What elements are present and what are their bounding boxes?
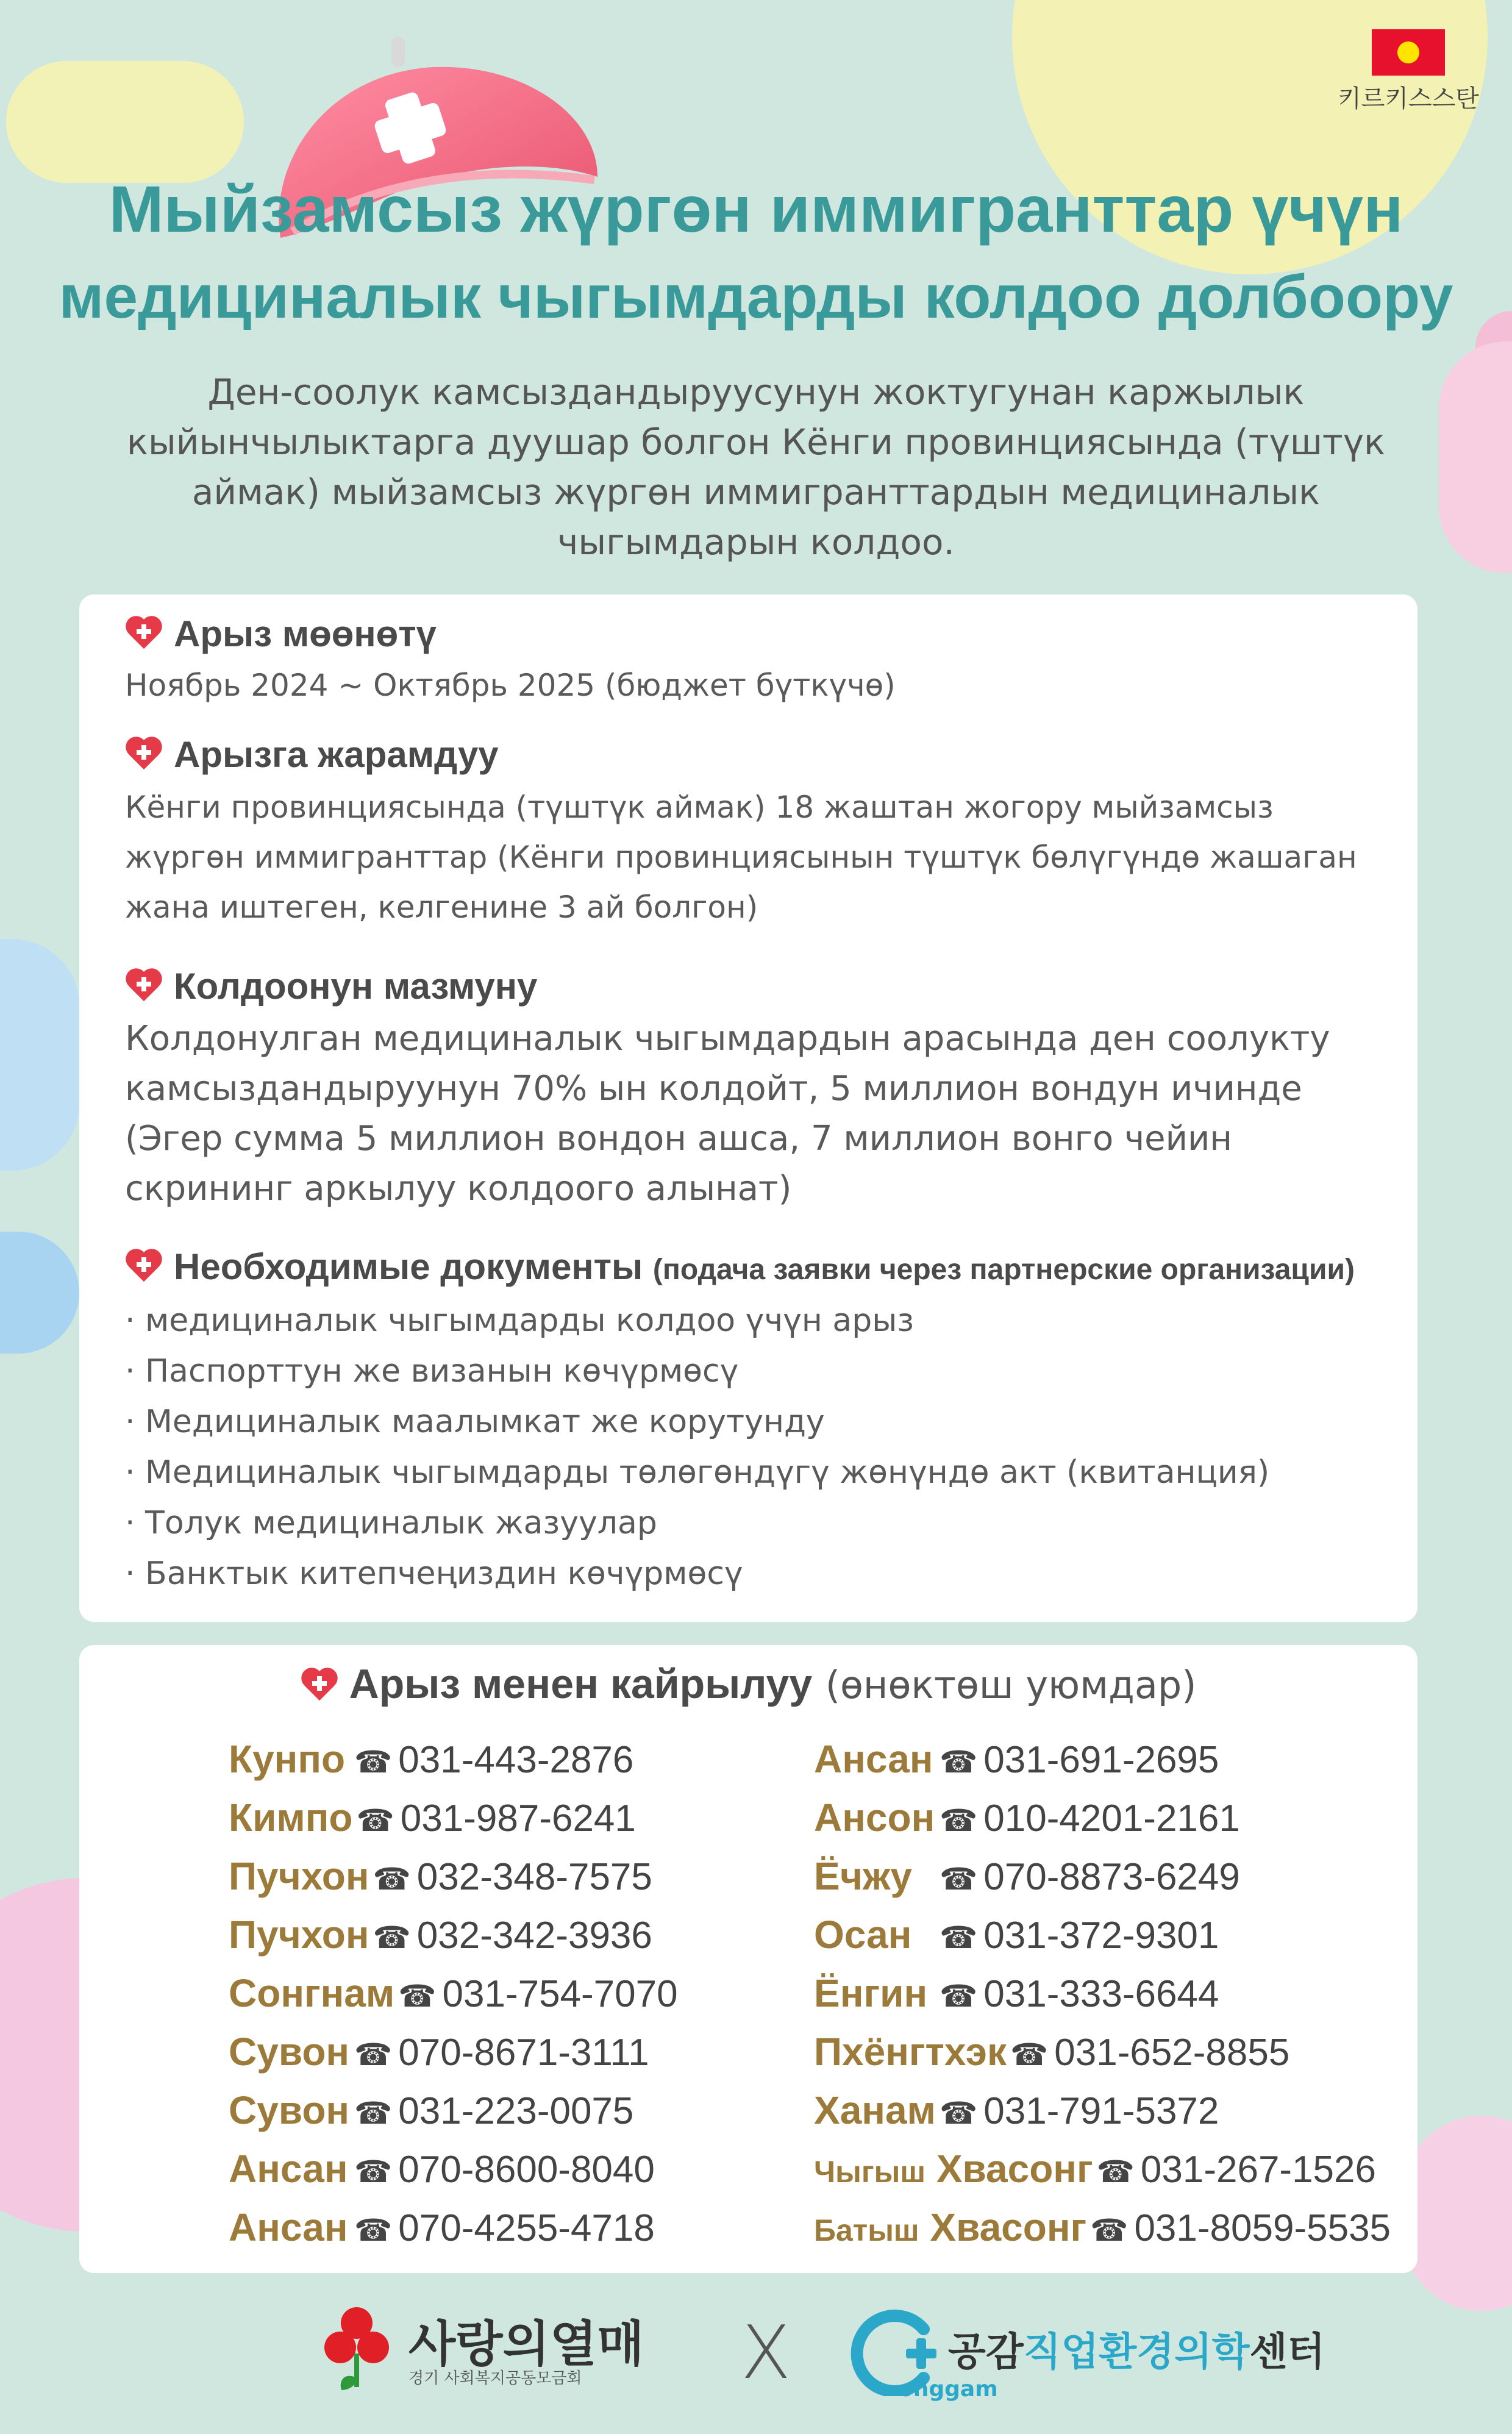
period-title: Арыз мөөнөтү xyxy=(174,613,437,654)
phone-icon: ☎ xyxy=(354,2154,393,2190)
decor-pink-pill-right xyxy=(1439,341,1512,573)
contact-city: Ханам xyxy=(814,2088,936,2132)
contact-phone[interactable]: 032-342-3936 xyxy=(416,1915,652,1957)
period-heading xyxy=(125,613,437,655)
contact-row xyxy=(814,1971,1391,2029)
contact-city xyxy=(814,2146,1093,2191)
contact-city: Сувон xyxy=(229,2088,350,2132)
contact-row xyxy=(229,1795,678,1854)
decor-blue-pill-left-2 xyxy=(0,1232,79,1354)
collaboration-separator: X xyxy=(741,2311,791,2396)
contact-city-prefix: Чыгыш xyxy=(814,2155,926,2189)
phone-icon: ☎ xyxy=(1096,2154,1135,2190)
list-item: · Паспорттун же визанын көчүрмөсү xyxy=(125,1353,739,1390)
contact-phone[interactable]: 031-443-2876 xyxy=(398,1739,634,1781)
contacts-subtitle: (өнөктөш уюмдар) xyxy=(825,1663,1197,1707)
contacts-heading xyxy=(79,1660,1417,1708)
contact-city: Ёчжу xyxy=(814,1854,912,1898)
phone-icon: ☎ xyxy=(354,2096,393,2131)
contact-city-name: Хвасонг xyxy=(936,2147,1093,2191)
contact-phone[interactable]: 031-791-5372 xyxy=(983,2090,1219,2132)
contact-city: Ёнгин xyxy=(814,1971,928,2015)
logo-a-name: 사랑의열매 xyxy=(408,2316,644,2372)
contact-row xyxy=(229,1854,678,1912)
contact-phone[interactable]: 031-8059-5535 xyxy=(1134,2207,1391,2249)
contact-city: Сувон xyxy=(229,2030,350,2074)
contact-row xyxy=(229,2205,678,2263)
contact-row xyxy=(229,2029,678,2088)
page-title-line-2: медициналык чыгымдарды колдоо долбоору xyxy=(59,263,1453,331)
logo-b-name-part: 공감 xyxy=(948,2330,1024,2375)
contact-city: Сонгнам xyxy=(229,1971,395,2015)
list-item: · Медициналык маалымкат же корутунду xyxy=(125,1404,825,1440)
contact-city: Пхёнгтхэк xyxy=(814,2030,1007,2074)
decor-pink-pill-bottom-right xyxy=(1402,2116,1512,2311)
heart-plus-icon xyxy=(125,738,163,771)
phone-icon: ☎ xyxy=(373,1920,411,1955)
contact-row xyxy=(814,2205,1391,2263)
contact-row xyxy=(229,1971,678,2029)
list-item: · Банктык китепчеңиздин көчүрмөсү xyxy=(125,1555,743,1592)
phone-icon: ☎ xyxy=(940,1979,978,2014)
contact-row xyxy=(814,1736,1391,1795)
contact-city: Кунпо xyxy=(229,1737,346,1781)
contact-phone[interactable]: 070-8671-3111 xyxy=(398,2032,649,2074)
eligibility-text: Кёнги провинциясында (түштүк аймак) 18 жаштан жогору мыйзамсыз жүргөн иммигранттар (Кёнги провинциясынын түштүк бөлүгүндө жашаган жана иштеген, келгенине 3 ай болгон) xyxy=(125,790,1357,925)
contacts-column-left xyxy=(229,1736,678,2263)
heart-plus-icon xyxy=(125,617,163,650)
contact-city: Ансан xyxy=(229,2147,348,2191)
contact-row xyxy=(229,2088,678,2146)
phone-icon: ☎ xyxy=(356,1803,394,1838)
heart-plus-icon xyxy=(301,1669,338,1702)
contact-row xyxy=(229,1912,678,1971)
footer-logos xyxy=(0,2293,1512,2414)
contact-row xyxy=(814,1854,1391,1912)
phone-icon: ☎ xyxy=(940,1744,978,1780)
contact-row xyxy=(229,1736,678,1795)
logo-b-subtitle: onggam xyxy=(898,2377,998,2402)
contacts-title: Арыз менен кайрылуу xyxy=(349,1661,813,1707)
phone-icon: ☎ xyxy=(940,1920,978,1955)
logo-gonggam-center xyxy=(850,2305,1325,2402)
contact-phone[interactable]: 031-691-2695 xyxy=(983,1739,1219,1781)
contact-row xyxy=(229,2146,678,2205)
phone-icon: ☎ xyxy=(1010,2037,1049,2072)
phone-icon: ☎ xyxy=(354,1744,393,1780)
contact-row xyxy=(814,2088,1391,2146)
contact-phone[interactable]: 070-8873-6249 xyxy=(983,1856,1240,1898)
phone-icon: ☎ xyxy=(940,2096,978,2131)
documents-note: (подача заявки через партнерские организации) xyxy=(652,1254,1355,1286)
documents-heading xyxy=(125,1246,1355,1288)
phone-icon: ☎ xyxy=(398,1979,437,2014)
period-text: Ноябрь 2024 ~ Октябрь 2025 (бюджет бүткүчө) xyxy=(125,668,896,703)
phone-icon: ☎ xyxy=(940,1803,978,1838)
logo-community-chest xyxy=(323,2305,689,2396)
support-title: Колдоонун мазмуну xyxy=(174,966,538,1007)
contact-city: Кимпо xyxy=(229,1796,353,1840)
contact-city: Осан xyxy=(814,1913,912,1957)
heart-plus-icon xyxy=(125,969,163,1002)
contact-phone[interactable]: 031-372-9301 xyxy=(983,1915,1219,1957)
contact-city: Ансон xyxy=(814,1796,935,1840)
contact-phone[interactable]: 010-4201-2161 xyxy=(983,1797,1240,1840)
heart-plus-icon xyxy=(125,1250,163,1283)
documents-list xyxy=(125,1296,1269,1599)
list-item: · Толук медициналык жазуулар xyxy=(125,1505,657,1541)
list-item: · Медициналык чыгымдарды төлөгөндүгү жөнүндө акт (квитанция) xyxy=(125,1454,1270,1491)
logo-b-name-part: 센터 xyxy=(1249,2330,1325,2375)
contact-phone[interactable]: 070-8600-8040 xyxy=(398,2149,655,2191)
logo-a-subtitle: 경기 사회복지공동모금회 xyxy=(408,2369,582,2388)
phone-icon: ☎ xyxy=(354,2037,393,2072)
logo-b-name-part: 직업환경의학 xyxy=(1023,2330,1250,2375)
phone-icon: ☎ xyxy=(940,1861,978,1897)
flag-label: 키르키스스탄 xyxy=(1338,85,1479,113)
contact-phone[interactable]: 031-754-7070 xyxy=(442,1973,678,2015)
page-title-line-1: Мыйзамсыз жүргөн иммигранттар үчүн xyxy=(109,172,1403,246)
logo-b-name xyxy=(948,2321,1325,2377)
contact-phone[interactable]: 031-223-0075 xyxy=(398,2090,634,2132)
info-card xyxy=(79,594,1417,1622)
support-text: Колдонулган медициналык чыгымдардын арасында ден соолукту камсыздандыруунун 70% ын колдойт, 5 миллион вондун ичинде (Эгер сумма 5 миллион вондон ашса, 7 миллион вонго чейин скрининг аркылуу колдоого алынат) xyxy=(125,1019,1330,1208)
contact-phone[interactable]: 031-987-6241 xyxy=(400,1797,636,1840)
phone-icon: ☎ xyxy=(354,2213,393,2248)
phone-icon: ☎ xyxy=(373,1861,411,1897)
eligibility-title: Арызга жарамдуу xyxy=(174,734,499,775)
contact-row xyxy=(814,1795,1391,1854)
contact-row xyxy=(814,2146,1391,2205)
list-item: · медициналык чыгымдарды колдоо үчүн арыз xyxy=(125,1302,915,1339)
documents-title: Необходимые документы xyxy=(174,1246,643,1287)
language-flag xyxy=(1335,29,1482,114)
contact-city: Ансан xyxy=(229,2205,348,2249)
contact-city: Ансан xyxy=(814,1737,933,1781)
contact-phone[interactable]: 032-348-7575 xyxy=(416,1856,652,1898)
contact-phone[interactable]: 031-267-1526 xyxy=(1140,2149,1376,2191)
decor-yellow-pill xyxy=(6,61,244,183)
decor-blue-pill-left xyxy=(0,939,79,1171)
contact-row xyxy=(814,1912,1391,1971)
contact-city xyxy=(814,2205,1086,2250)
intro-text: Ден-соолук камсыздандыруусунун жоктугунан каржылык кыйынчылыктарга дуушар болгон Кёнги провинциясында (түштүк аймак) мыйзамсыз жүргөн иммигранттардын медициналык чыгымдарын колдоо. xyxy=(126,371,1386,563)
contact-phone[interactable]: 031-652-8855 xyxy=(1054,2032,1290,2074)
support-heading xyxy=(125,965,537,1007)
contact-city: Пучхон xyxy=(229,1913,369,1957)
eligibility-heading xyxy=(125,733,499,776)
contact-city-prefix: Батыш xyxy=(814,2213,919,2247)
kyrgyz-flag-icon xyxy=(1372,29,1445,76)
fruit-logo-icon xyxy=(323,2305,390,2396)
contacts-column-right xyxy=(814,1736,1391,2263)
contact-row xyxy=(814,2029,1391,2088)
contacts-card xyxy=(79,1645,1417,2273)
contact-city-name: Хвасонг xyxy=(930,2205,1087,2249)
contact-city: Пучхон xyxy=(229,1854,369,1898)
contact-phone[interactable]: 031-333-6644 xyxy=(983,1973,1219,2015)
contact-phone[interactable]: 070-4255-4718 xyxy=(398,2207,655,2249)
phone-icon: ☎ xyxy=(1090,2213,1129,2248)
